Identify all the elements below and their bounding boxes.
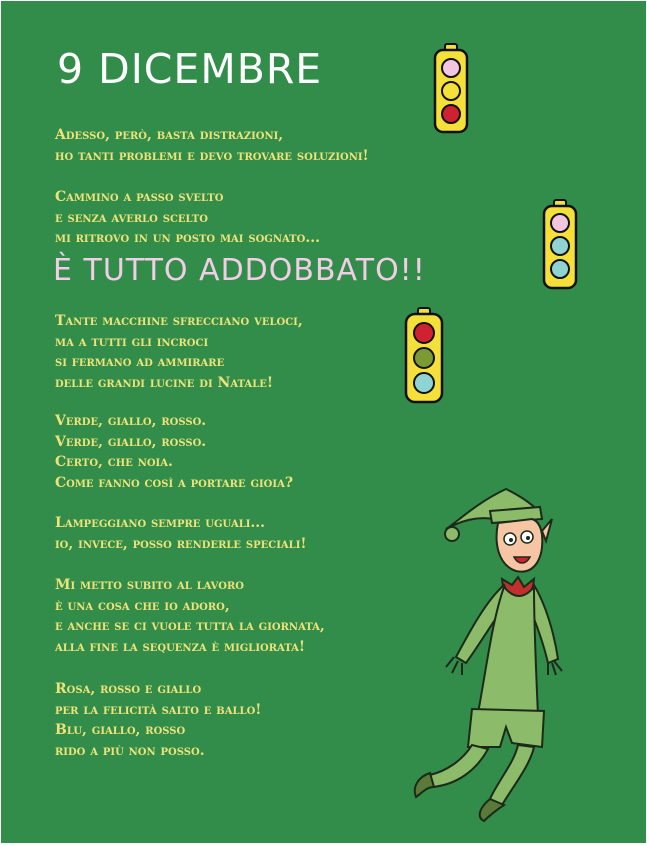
headline: È TUTTO ADDOBBATO!! — [53, 253, 426, 288]
stanza-5 — [55, 513, 307, 554]
verse-line: ma a tutti gli incroci — [55, 333, 209, 350]
stanza-2 — [55, 187, 320, 249]
lamp — [551, 260, 569, 278]
verse-line: io, invece, posso renderle speciali! — [55, 535, 307, 552]
verse-line: Verde, giallo, rosso. — [55, 433, 207, 450]
verse-line: si fermano ad ammirare — [55, 354, 225, 370]
verse-line: Certo, che noia. — [55, 454, 173, 470]
traffic-light-3 — [401, 307, 447, 405]
verse-line: Verde, giallo, rosso. — [55, 413, 207, 429]
verse-line: rido a più non posso. — [55, 742, 205, 759]
verse-line: Adesso, però, basta distrazioni, — [55, 127, 284, 143]
verse-line: e anche se ci vuole tutta la giornata, — [55, 618, 325, 634]
verse-line: Blu, giallo, rosso — [55, 722, 186, 738]
verse-line: delle grandi lucine di Natale! — [55, 374, 273, 391]
lamp — [551, 214, 569, 232]
verse-line: è una cosa che io adoro, — [55, 597, 230, 614]
verse-line: alla fine la sequenza è migliorata! — [55, 638, 306, 655]
verse-line: ho tanti problemi e devo trovare soluzioni! — [55, 147, 369, 164]
verse-line: Cammino a passo svelto — [55, 189, 224, 205]
stanza-6 — [55, 575, 325, 657]
page-title: 9 DICEMBRE — [57, 45, 323, 93]
lamp — [442, 82, 460, 100]
lamp — [414, 373, 434, 393]
lamp — [442, 59, 460, 77]
traffic-light-1 — [431, 43, 471, 135]
lamp — [414, 348, 434, 368]
stanza-7 — [55, 679, 261, 761]
verse-line: Lampeggiano sempre uguali... — [55, 515, 266, 531]
traffic-light-2 — [539, 199, 581, 291]
page — [1, 1, 646, 843]
verse-line: mi ritrovo in un posto mai sognato... — [55, 230, 320, 246]
stanza-4 — [55, 411, 293, 493]
elf-illustration — [406, 481, 576, 826]
verse-line: Come fanno così a portare gioia? — [55, 474, 294, 491]
verse-line: Tante macchine sfrecciano veloci, — [55, 313, 303, 329]
lamp — [442, 105, 460, 123]
verse-line: per la felicità salto e ballo! — [55, 701, 262, 718]
lamp — [551, 237, 569, 255]
lamp — [414, 323, 434, 343]
verse-line: e senza averlo scelto — [55, 209, 208, 226]
stanza-3 — [55, 311, 303, 393]
stanza-1 — [55, 125, 369, 166]
verse-line: Rosa, rosso e giallo — [55, 681, 202, 697]
verse-line: Mi metto subito al lavoro — [55, 577, 244, 593]
